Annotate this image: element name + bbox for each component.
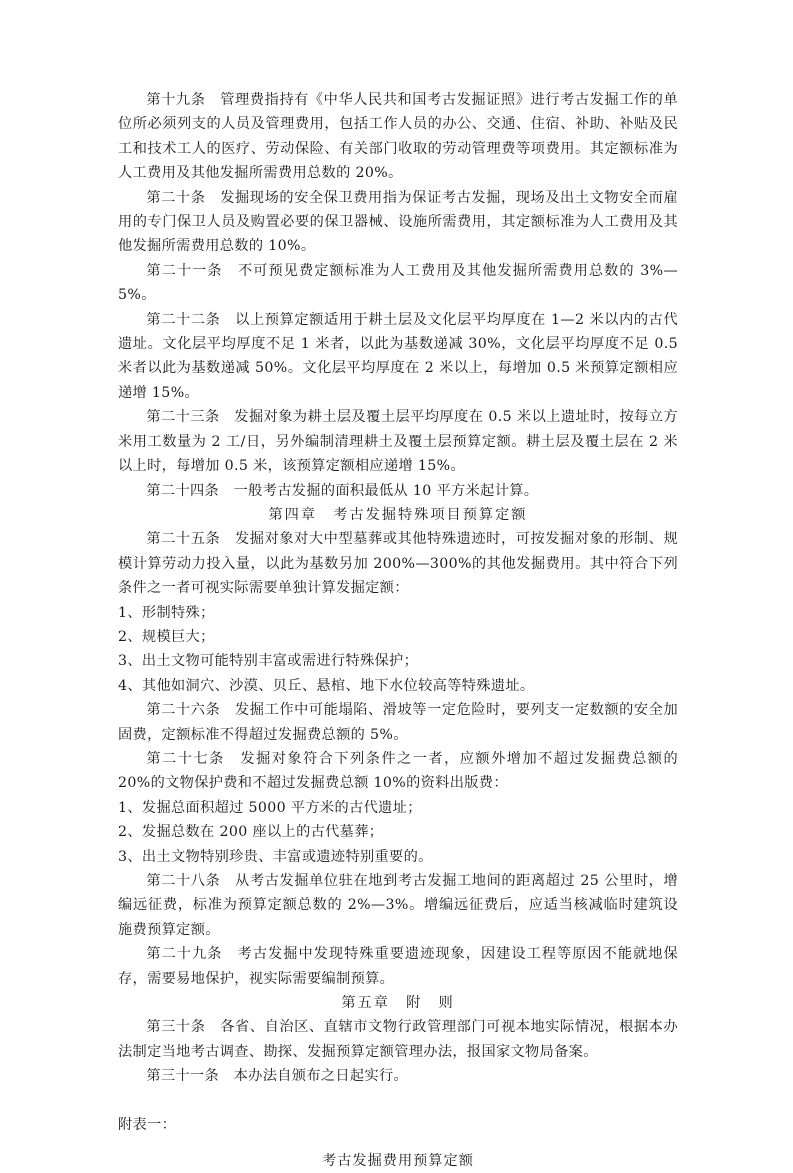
attachment-label: 附表一： bbox=[118, 1116, 177, 1133]
article-25: 第二十五条 发掘对象对大中型墓葬或其他特殊遗迹时，可按发掘对象的形制、规模计算劳动力投入量，以此为基数另加 200%—300%的其他发掘费用。其中符合下列条件之一者可视实际需要单独计算发掘定额： bbox=[118, 531, 678, 597]
article-31: 第三十一条 本办法自颁布之日起实行。 bbox=[146, 1068, 409, 1085]
article-20: 第二十条 发掘现场的安全保卫费用指为保证考古发掘，现场及出土文物安全而雇用的专门保卫人员及购置必要的保卫器械、设施所需费用，其定额标准为人工费用及其他发掘所需费用总数的 10%。 bbox=[118, 189, 678, 255]
article-29: 第二十九条 考古发掘中发现特殊重要遗迹现象，因建设工程等原因不能就地保存，需要易地保护，视实际需要编制预算。 bbox=[118, 946, 678, 987]
article-26: 第二十六条 发掘工作中可能塌陷、滑坡等一定危险时，要列支一定数额的安全加固费，定额标准不得超过发掘费总额的 5%。 bbox=[118, 702, 678, 743]
article-28: 第二十八条 从考古发掘单位驻在地到考古发掘工地间的距离超过 25 公里时，增编远征费，标准为预算定额总数的 2%—3%。增编远征费后，应适当核减临时建筑设施费预算定额。 bbox=[118, 873, 678, 938]
article-22: 第二十二条 以上预算定额适用于耕土层及文化层平均厚度在 1—2 米以内的古代遗址。文化层平均厚度不足 1 米者，以此为基数递减 30%，文化层平均厚度不足 0.5 米者以此为基数递减 50%。文化层平均厚度在 2 米以上，每增加 0.5 米预算定额相应递增 15%。 bbox=[118, 311, 678, 401]
article-23: 第二十三条 发掘对象为耕土层及覆土层平均厚度在 0.5 米以上遗址时，按每立方米用工数量为 2 工/日，另外编制清理耕土及覆土层预算定额。耕土层及覆土层在 2 米以上时，每增加 0.5 米，该预算定额相应递增 15%。 bbox=[118, 409, 678, 475]
list-item: 2、发掘总数在 200 座以上的古代墓葬； bbox=[118, 824, 384, 841]
list-item: 1、形制特殊； bbox=[118, 604, 215, 621]
list-item: 4、其他如洞穴、沙漠、贝丘、悬棺、地下水位较高等特殊遗址。 bbox=[118, 677, 535, 694]
list-item: 3、出土文物特别珍贵、丰富或遗迹特别重要的。 bbox=[118, 848, 433, 865]
article-21: 第二十一条 不可预见费定额标准为人工费用及其他发掘所需费用总数的 3%—5%。 bbox=[118, 262, 678, 304]
chapter-5-heading: 第五章 附 则 bbox=[341, 995, 455, 1012]
article-24: 第二十四条 一般考古发掘的面积最低从 10 平方米起计算。 bbox=[146, 482, 539, 499]
article-19: 第十九条 管理费指持有《中华人民共和国考古发掘证照》进行考古发掘工作的单位所必须列支的人员及管理费用，包括工作人员的办公、交通、住宿、补助、补贴及民工和技术工人的医疗、劳动保险、有关部门收取的劳动管理费等项费用。其定额标准为人工费用及其他发掘所需费用总数的 20%。 bbox=[118, 92, 678, 182]
chapter-4-heading: 第四章 考古发掘特殊项目预算定额 bbox=[268, 506, 528, 523]
article-30: 第三十条 各省、自治区、直辖市文物行政管理部门可视本地实际情况，根据本办法制定当地考古调查、勘探、发掘预算定额管理办法，报国家文物局备案。 bbox=[118, 1019, 678, 1060]
document-body bbox=[118, 88, 678, 1173]
article-27: 第二十七条 发掘对象符合下列条件之一者，应额外增加不超过发掘费总额的 20%的文物保护费和不超过发掘费总额 10%的资料出版费： bbox=[118, 750, 678, 792]
attachment-title: 考古发掘费用预算定额 bbox=[322, 1153, 474, 1170]
list-item: 3、出土文物可能特别丰富或需进行特殊保护； bbox=[118, 653, 419, 670]
list-item: 1、发掘总面积超过 5000 平方米的古代遗址； bbox=[118, 799, 422, 816]
list-item: 2、规模巨大； bbox=[118, 628, 215, 645]
